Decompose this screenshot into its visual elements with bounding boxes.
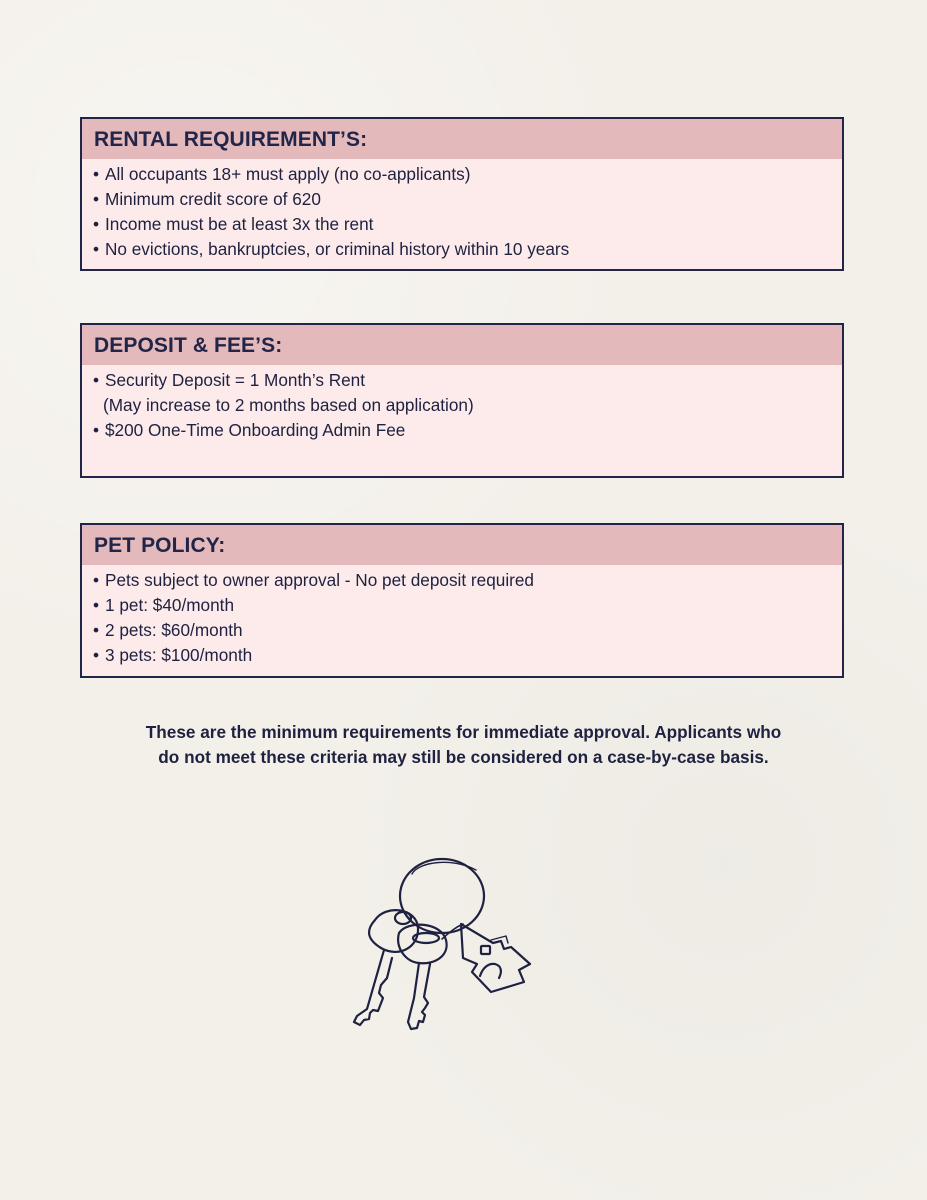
pet-policy-text: 2 pets: $60/month — [105, 620, 243, 640]
deposit-fees-box — [80, 323, 844, 478]
deposit-fee-note-text: (May increase to 2 months based on application) — [103, 395, 474, 415]
bullet-icon: • — [93, 420, 100, 440]
bullet-icon: • — [93, 189, 100, 209]
pet-policy-text: 3 pets: $100/month — [105, 645, 253, 665]
rental-requirements-box — [80, 117, 844, 271]
rental-requirement-text: Minimum credit score of 620 — [105, 189, 321, 209]
deposit-fees-title: DEPOSIT & FEE’S: — [94, 334, 283, 357]
bullet-icon: • — [93, 164, 100, 184]
deposit-fee-text: $200 One-Time Onboarding Admin Fee — [105, 420, 406, 440]
rental-requirement-item — [93, 187, 830, 212]
deposit-fee-note — [93, 393, 830, 418]
approval-note-line: These are the minimum requirements for immediate approval. Applicants who — [145, 722, 782, 742]
approval-note — [72, 720, 855, 770]
pet-policy-item — [93, 568, 830, 593]
pet-policy-header — [82, 525, 842, 565]
house-keys-icon — [340, 852, 540, 1042]
pet-policy-text: Pets subject to owner approval - No pet deposit required — [105, 570, 534, 590]
rental-requirement-text: All occupants 18+ must apply (no co-applicants) — [105, 164, 471, 184]
pet-policy-item — [93, 593, 830, 618]
pet-policy-item — [93, 643, 830, 668]
pet-policy-item — [93, 618, 830, 643]
bullet-icon: • — [93, 595, 100, 615]
pet-policy-title: PET POLICY: — [94, 534, 226, 557]
deposit-fee-item — [93, 418, 830, 443]
rental-requirement-text: Income must be at least 3x the rent — [105, 214, 374, 234]
bullet-icon: • — [93, 370, 100, 390]
pet-policy-list — [82, 565, 842, 668]
deposit-fee-text: Security Deposit = 1 Month’s Rent — [105, 370, 366, 390]
rental-requirements-header — [82, 119, 842, 159]
rental-requirements-title: RENTAL REQUIREMENT’S: — [94, 128, 368, 151]
deposit-fees-list — [82, 365, 842, 443]
rental-requirement-text: No evictions, bankruptcies, or criminal history within 10 years — [105, 239, 570, 259]
deposit-fees-header — [82, 325, 842, 365]
pet-policy-text: 1 pet: $40/month — [105, 595, 234, 615]
bullet-icon: • — [93, 645, 100, 665]
bullet-icon: • — [93, 570, 100, 590]
rental-requirements-list — [82, 159, 842, 262]
bullet-icon: • — [93, 214, 100, 234]
bullet-icon: • — [93, 239, 100, 259]
bullet-icon: • — [93, 620, 100, 640]
rental-requirement-item — [93, 212, 830, 237]
rental-requirement-item — [93, 162, 830, 187]
rental-requirement-item — [93, 237, 830, 262]
deposit-fee-item — [93, 368, 830, 393]
pet-policy-box — [80, 523, 844, 678]
approval-note-line: do not meet these criteria may still be considered on a case-by-case basis. — [158, 747, 769, 767]
